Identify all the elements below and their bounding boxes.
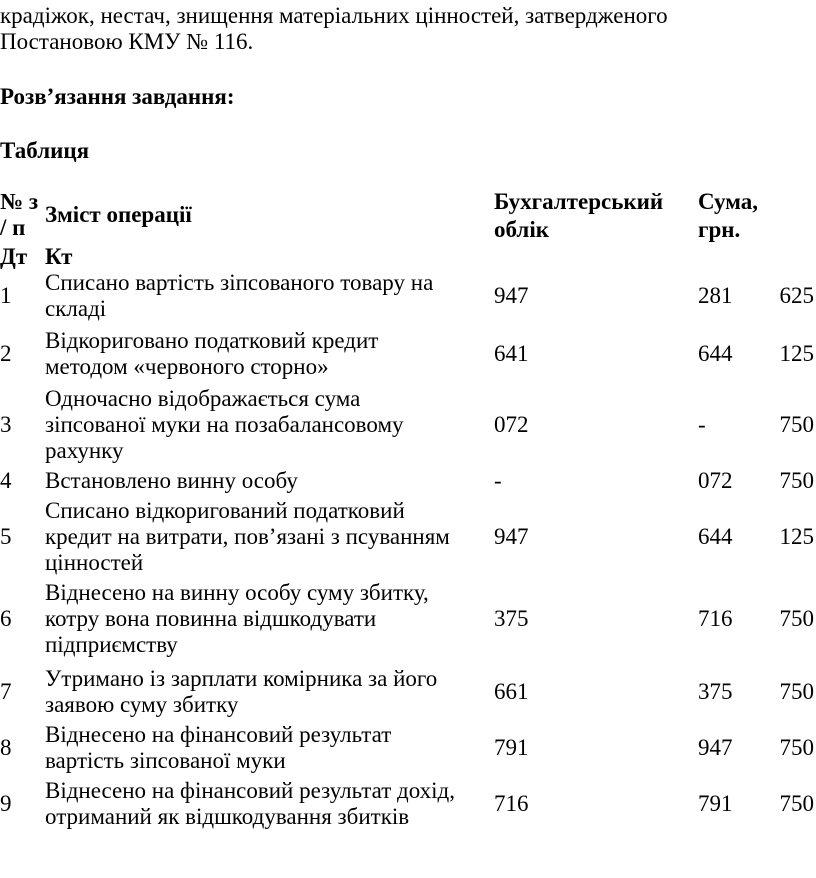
- row-sum: 750: [779, 679, 814, 704]
- header-num-line1: № з: [0, 189, 39, 214]
- row-description-line: кредит на витрати, пов’язані з псуванням: [45, 524, 450, 549]
- row-number: 1: [0, 283, 12, 308]
- row-number: 5: [0, 524, 12, 549]
- row-debit: 947: [494, 524, 529, 549]
- row-description-line: Списано відкоригований податковий: [45, 498, 405, 523]
- row-description-line: підприємству: [45, 632, 178, 657]
- header-dt: Дт: [0, 244, 28, 269]
- row-description: [45, 722, 485, 774]
- row-debit: 072: [494, 412, 529, 437]
- row-credit: 375: [698, 679, 733, 704]
- header-accounting-line2: облік: [494, 217, 549, 242]
- row-description: [45, 498, 485, 576]
- row-number: 6: [0, 606, 12, 631]
- solution-heading: Розв’язання завдання:: [0, 84, 235, 109]
- row-debit: 661: [494, 679, 529, 704]
- header-kt: Кт: [45, 244, 73, 269]
- row-sum: 750: [779, 412, 814, 437]
- table-heading: Таблиця: [0, 138, 90, 163]
- row-description-line: методом «червоного сторно»: [45, 354, 329, 379]
- row-description-line: вартість зіпсованої муки: [45, 748, 286, 773]
- row-credit: 281: [698, 283, 733, 308]
- row-number: 4: [0, 468, 12, 493]
- row-number: 8: [0, 735, 12, 760]
- row-description: [45, 468, 485, 494]
- header-num-line2: / п: [0, 215, 26, 240]
- row-description-line: Встановлено винну особу: [45, 468, 298, 493]
- row-description-line: Віднесено на винну особу суму збитку,: [45, 580, 429, 605]
- row-description-line: рахунку: [45, 438, 124, 463]
- row-credit: 716: [698, 606, 733, 631]
- header-sum-line2: грн.: [698, 217, 741, 242]
- row-credit: 644: [698, 341, 733, 366]
- row-description-line: Одночасно відображається сума: [45, 386, 361, 411]
- row-description: [45, 328, 485, 380]
- intro-line-2: Постановою КМУ № 116.: [0, 29, 254, 54]
- row-description: [45, 270, 485, 322]
- row-number: 7: [0, 679, 12, 704]
- row-debit: 375: [494, 606, 529, 631]
- row-description: [45, 666, 485, 718]
- row-credit: 072: [698, 468, 733, 493]
- row-description-line: Утримано із зарплати комірника за його: [45, 666, 438, 691]
- row-credit: 791: [698, 791, 733, 816]
- row-description-line: Списано вартість зіпсованого товару на: [45, 270, 434, 295]
- row-description-line: цінностей: [45, 550, 144, 575]
- row-sum: 125: [779, 341, 814, 366]
- row-description-line: заявою суму збитку: [45, 692, 239, 717]
- header-sum-line1: Сума,: [698, 189, 758, 214]
- row-credit: 947: [698, 735, 733, 760]
- row-description: [45, 386, 485, 464]
- row-sum: 125: [779, 524, 814, 549]
- row-debit: 641: [494, 341, 529, 366]
- row-number: 9: [0, 791, 12, 816]
- row-debit: 791: [494, 735, 529, 760]
- row-description-line: зіпсованої муки на позабалансовому: [45, 412, 404, 437]
- row-number: 2: [0, 341, 12, 366]
- intro-paragraph: [0, 3, 816, 55]
- row-debit: 947: [494, 283, 529, 308]
- row-description-line: отриманий як відшкодування збитків: [45, 804, 410, 829]
- row-debit: 716: [494, 791, 529, 816]
- row-debit: -: [494, 468, 502, 493]
- row-description-line: складі: [45, 296, 107, 321]
- row-sum: 750: [779, 791, 814, 816]
- row-description-line: Віднесено на фінансовий результат дохід,: [45, 778, 455, 803]
- header-content: Зміст операції: [45, 202, 192, 227]
- row-description-line: котру вона повинна відшкодувати: [45, 606, 377, 631]
- row-number: 3: [0, 412, 12, 437]
- row-description: [45, 778, 485, 830]
- row-sum: 750: [779, 606, 814, 631]
- row-credit: -: [698, 412, 706, 437]
- row-credit: 644: [698, 524, 733, 549]
- header-accounting-line1: Бухгалтерський: [494, 189, 664, 214]
- row-description-line: Віднесено на фінансовий результат: [45, 722, 392, 747]
- row-sum: 625: [779, 283, 814, 308]
- row-description: [45, 580, 485, 658]
- intro-line-1: крадіжок, нестач, знищення матеріальних цінностей, затвердженого: [0, 3, 668, 28]
- row-sum: 750: [779, 735, 814, 760]
- row-description-line: Відкориговано податковий кредит: [45, 328, 379, 353]
- row-sum: 750: [779, 468, 814, 493]
